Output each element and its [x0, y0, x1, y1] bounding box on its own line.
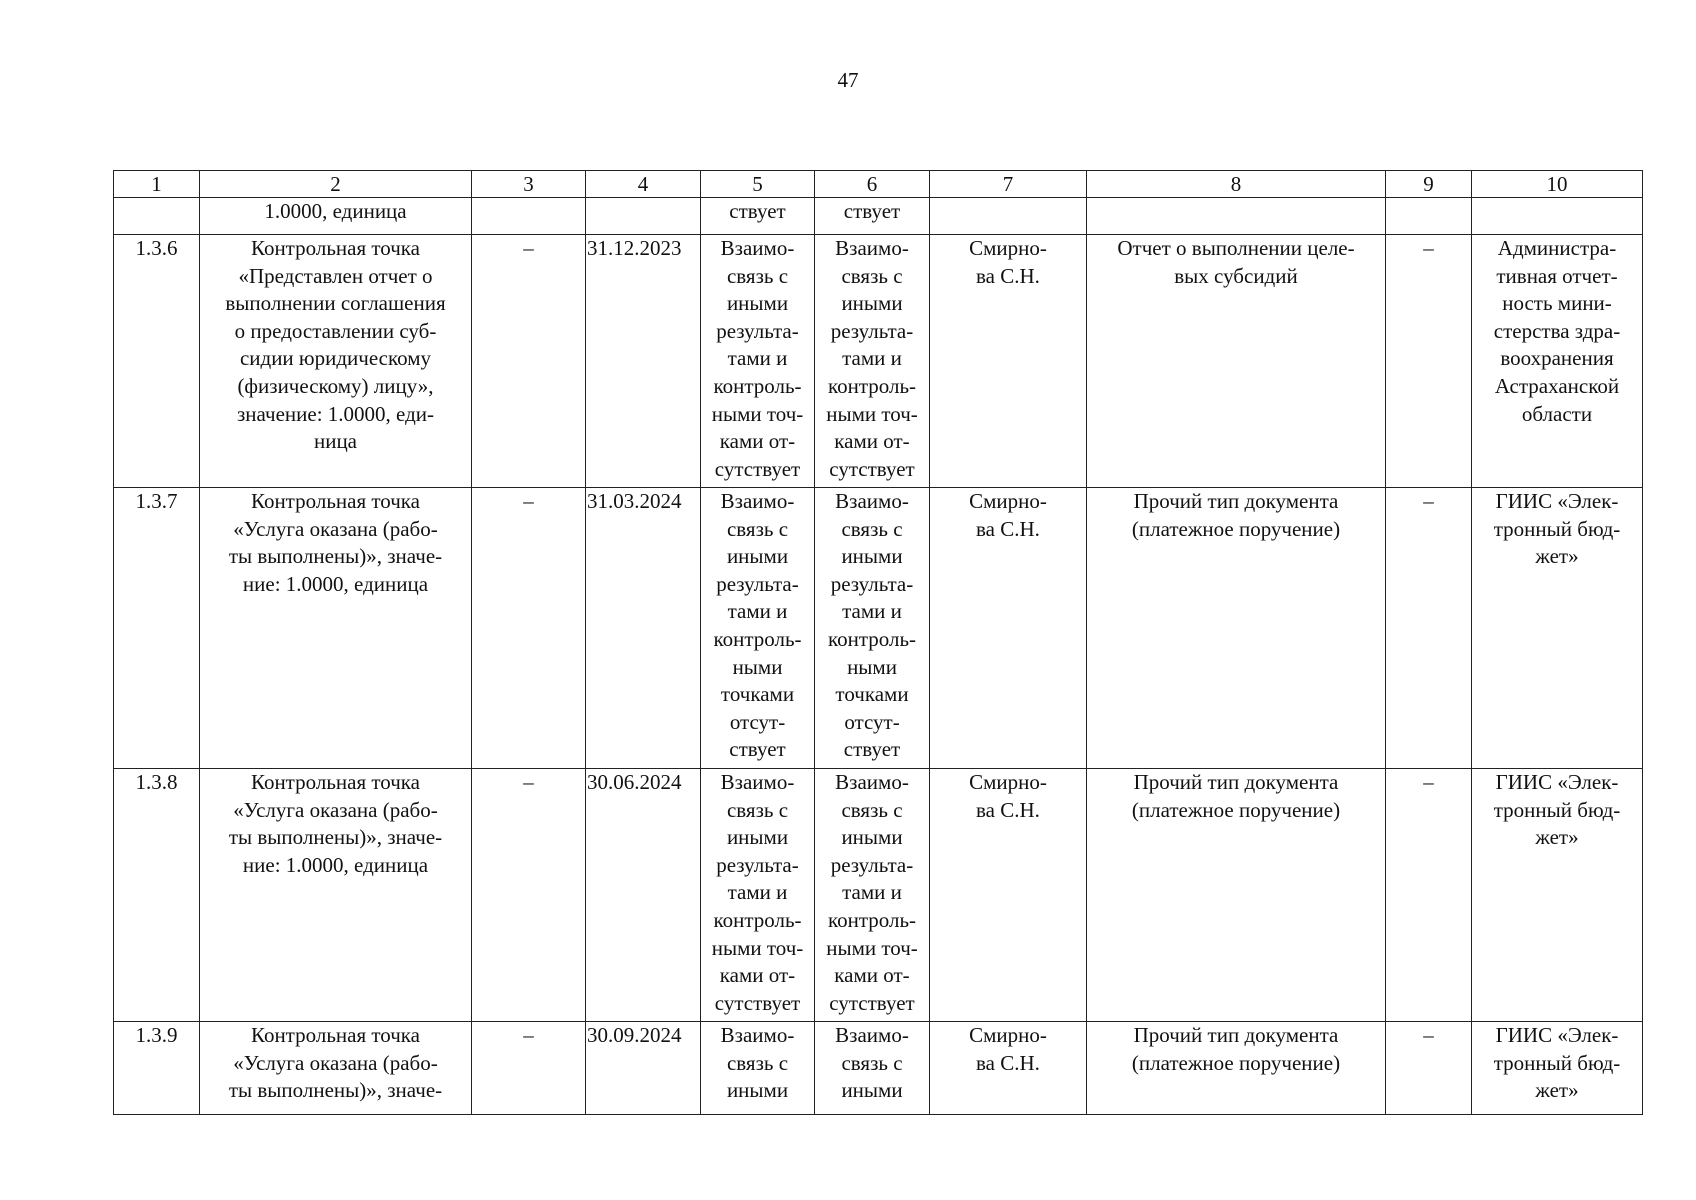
cell-col5: Взаимо- связь с иными результа- тами и контроль- ными точками отсут- ствует [701, 488, 815, 769]
cell-responsible: Смирно- ва С.Н. [930, 769, 1087, 1022]
cell-date: 31.03.2024 [586, 488, 701, 769]
cell-document: Прочий тип документа (платежное поручение) [1087, 488, 1386, 769]
cell-source: ГИИС «Элек- тронный бюд- жет» [1472, 488, 1643, 769]
cell-name: Контрольная точка «Представлен отчет о выполнении соглашения о предоставлении суб- сидии юридическому (физическому) лицу», значение: 1.0000, еди- ница [200, 235, 472, 488]
cell-date: 30.09.2024 [586, 1022, 701, 1115]
cell-document: Отчет о выполнении целе- вых субсидий [1087, 235, 1386, 488]
cell-source: ГИИС «Элек- тронный бюд- жет» [1472, 1022, 1643, 1115]
cell-name: 1.0000, единица [200, 198, 472, 235]
column-header: 3 [472, 171, 586, 198]
cell-col3: – [472, 488, 586, 769]
continuation-row [114, 198, 1643, 235]
cell-document [1087, 198, 1386, 235]
cell-col5: Взаимо- связь с иными результа- тами и контроль- ными точ- ками от- сутствует [701, 235, 815, 488]
cell-responsible: Смирно- ва С.Н. [930, 235, 1087, 488]
cell-source: Администра- тивная отчет- ность мини- стерства здра- воохранения Астраханской области [1472, 235, 1643, 488]
cell-num: 1.3.8 [114, 769, 200, 1022]
cell-name: Контрольная точка «Услуга оказана (рабо- ты выполнены)», значе- [200, 1022, 472, 1115]
header-row [114, 171, 1643, 198]
cell-col6: Взаимо- связь с иными результа- тами и контроль- ными точ- ками от- сутствует [815, 769, 930, 1022]
cell-col6: Взаимо- связь с иными результа- тами и контроль- ными точками отсут- ствует [815, 488, 930, 769]
cell-num: 1.3.7 [114, 488, 200, 769]
cell-source: ГИИС «Элек- тронный бюд- жет» [1472, 769, 1643, 1022]
cell-col3: – [472, 235, 586, 488]
cell-name: Контрольная точка «Услуга оказана (рабо- ты выполнены)», значе- ние: 1.0000, единица [200, 488, 472, 769]
cell-col9 [1386, 198, 1472, 235]
cell-responsible: Смирно- ва С.Н. [930, 488, 1087, 769]
cell-document: Прочий тип документа (платежное поручение) [1087, 769, 1386, 1022]
control-points-table [113, 170, 1643, 1115]
cell-col3: – [472, 769, 586, 1022]
page-number: 47 [837, 68, 859, 92]
column-header: 6 [815, 171, 930, 198]
cell-source [1472, 198, 1643, 235]
column-header: 1 [114, 171, 200, 198]
cell-col6: ствует [815, 198, 930, 235]
cell-name: Контрольная точка «Услуга оказана (рабо- ты выполнены)», значе- ние: 1.0000, единица [200, 769, 472, 1022]
cell-col9: – [1386, 488, 1472, 769]
table-row [114, 1022, 1643, 1115]
column-header: 9 [1386, 171, 1472, 198]
cell-num: 1.3.6 [114, 235, 200, 488]
cell-col3 [472, 198, 586, 235]
cell-col5: Взаимо- связь с иными [701, 1022, 815, 1115]
cell-document: Прочий тип документа (платежное поручение) [1087, 1022, 1386, 1115]
cell-col6: Взаимо- связь с иными результа- тами и контроль- ными точ- ками от- сутствует [815, 235, 930, 488]
table-row [114, 488, 1643, 769]
cell-responsible [930, 198, 1087, 235]
table-row [114, 235, 1643, 488]
cell-col5: ствует [701, 198, 815, 235]
cell-num: 1.3.9 [114, 1022, 200, 1115]
cell-date [586, 198, 701, 235]
cell-num [114, 198, 200, 235]
cell-responsible: Смирно- ва С.Н. [930, 1022, 1087, 1115]
column-header: 7 [930, 171, 1087, 198]
cell-date: 30.06.2024 [586, 769, 701, 1022]
column-header: 2 [200, 171, 472, 198]
column-header: 8 [1087, 171, 1386, 198]
cell-col3: – [472, 1022, 586, 1115]
cell-col9: – [1386, 1022, 1472, 1115]
column-header: 10 [1472, 171, 1643, 198]
table-row [114, 769, 1643, 1022]
cell-col5: Взаимо- связь с иными результа- тами и контроль- ными точ- ками от- сутствует [701, 769, 815, 1022]
column-header: 5 [701, 171, 815, 198]
cell-date: 31.12.2023 [586, 235, 701, 488]
cell-col6: Взаимо- связь с иными [815, 1022, 930, 1115]
cell-col9: – [1386, 235, 1472, 488]
column-header: 4 [586, 171, 701, 198]
cell-col9: – [1386, 769, 1472, 1022]
